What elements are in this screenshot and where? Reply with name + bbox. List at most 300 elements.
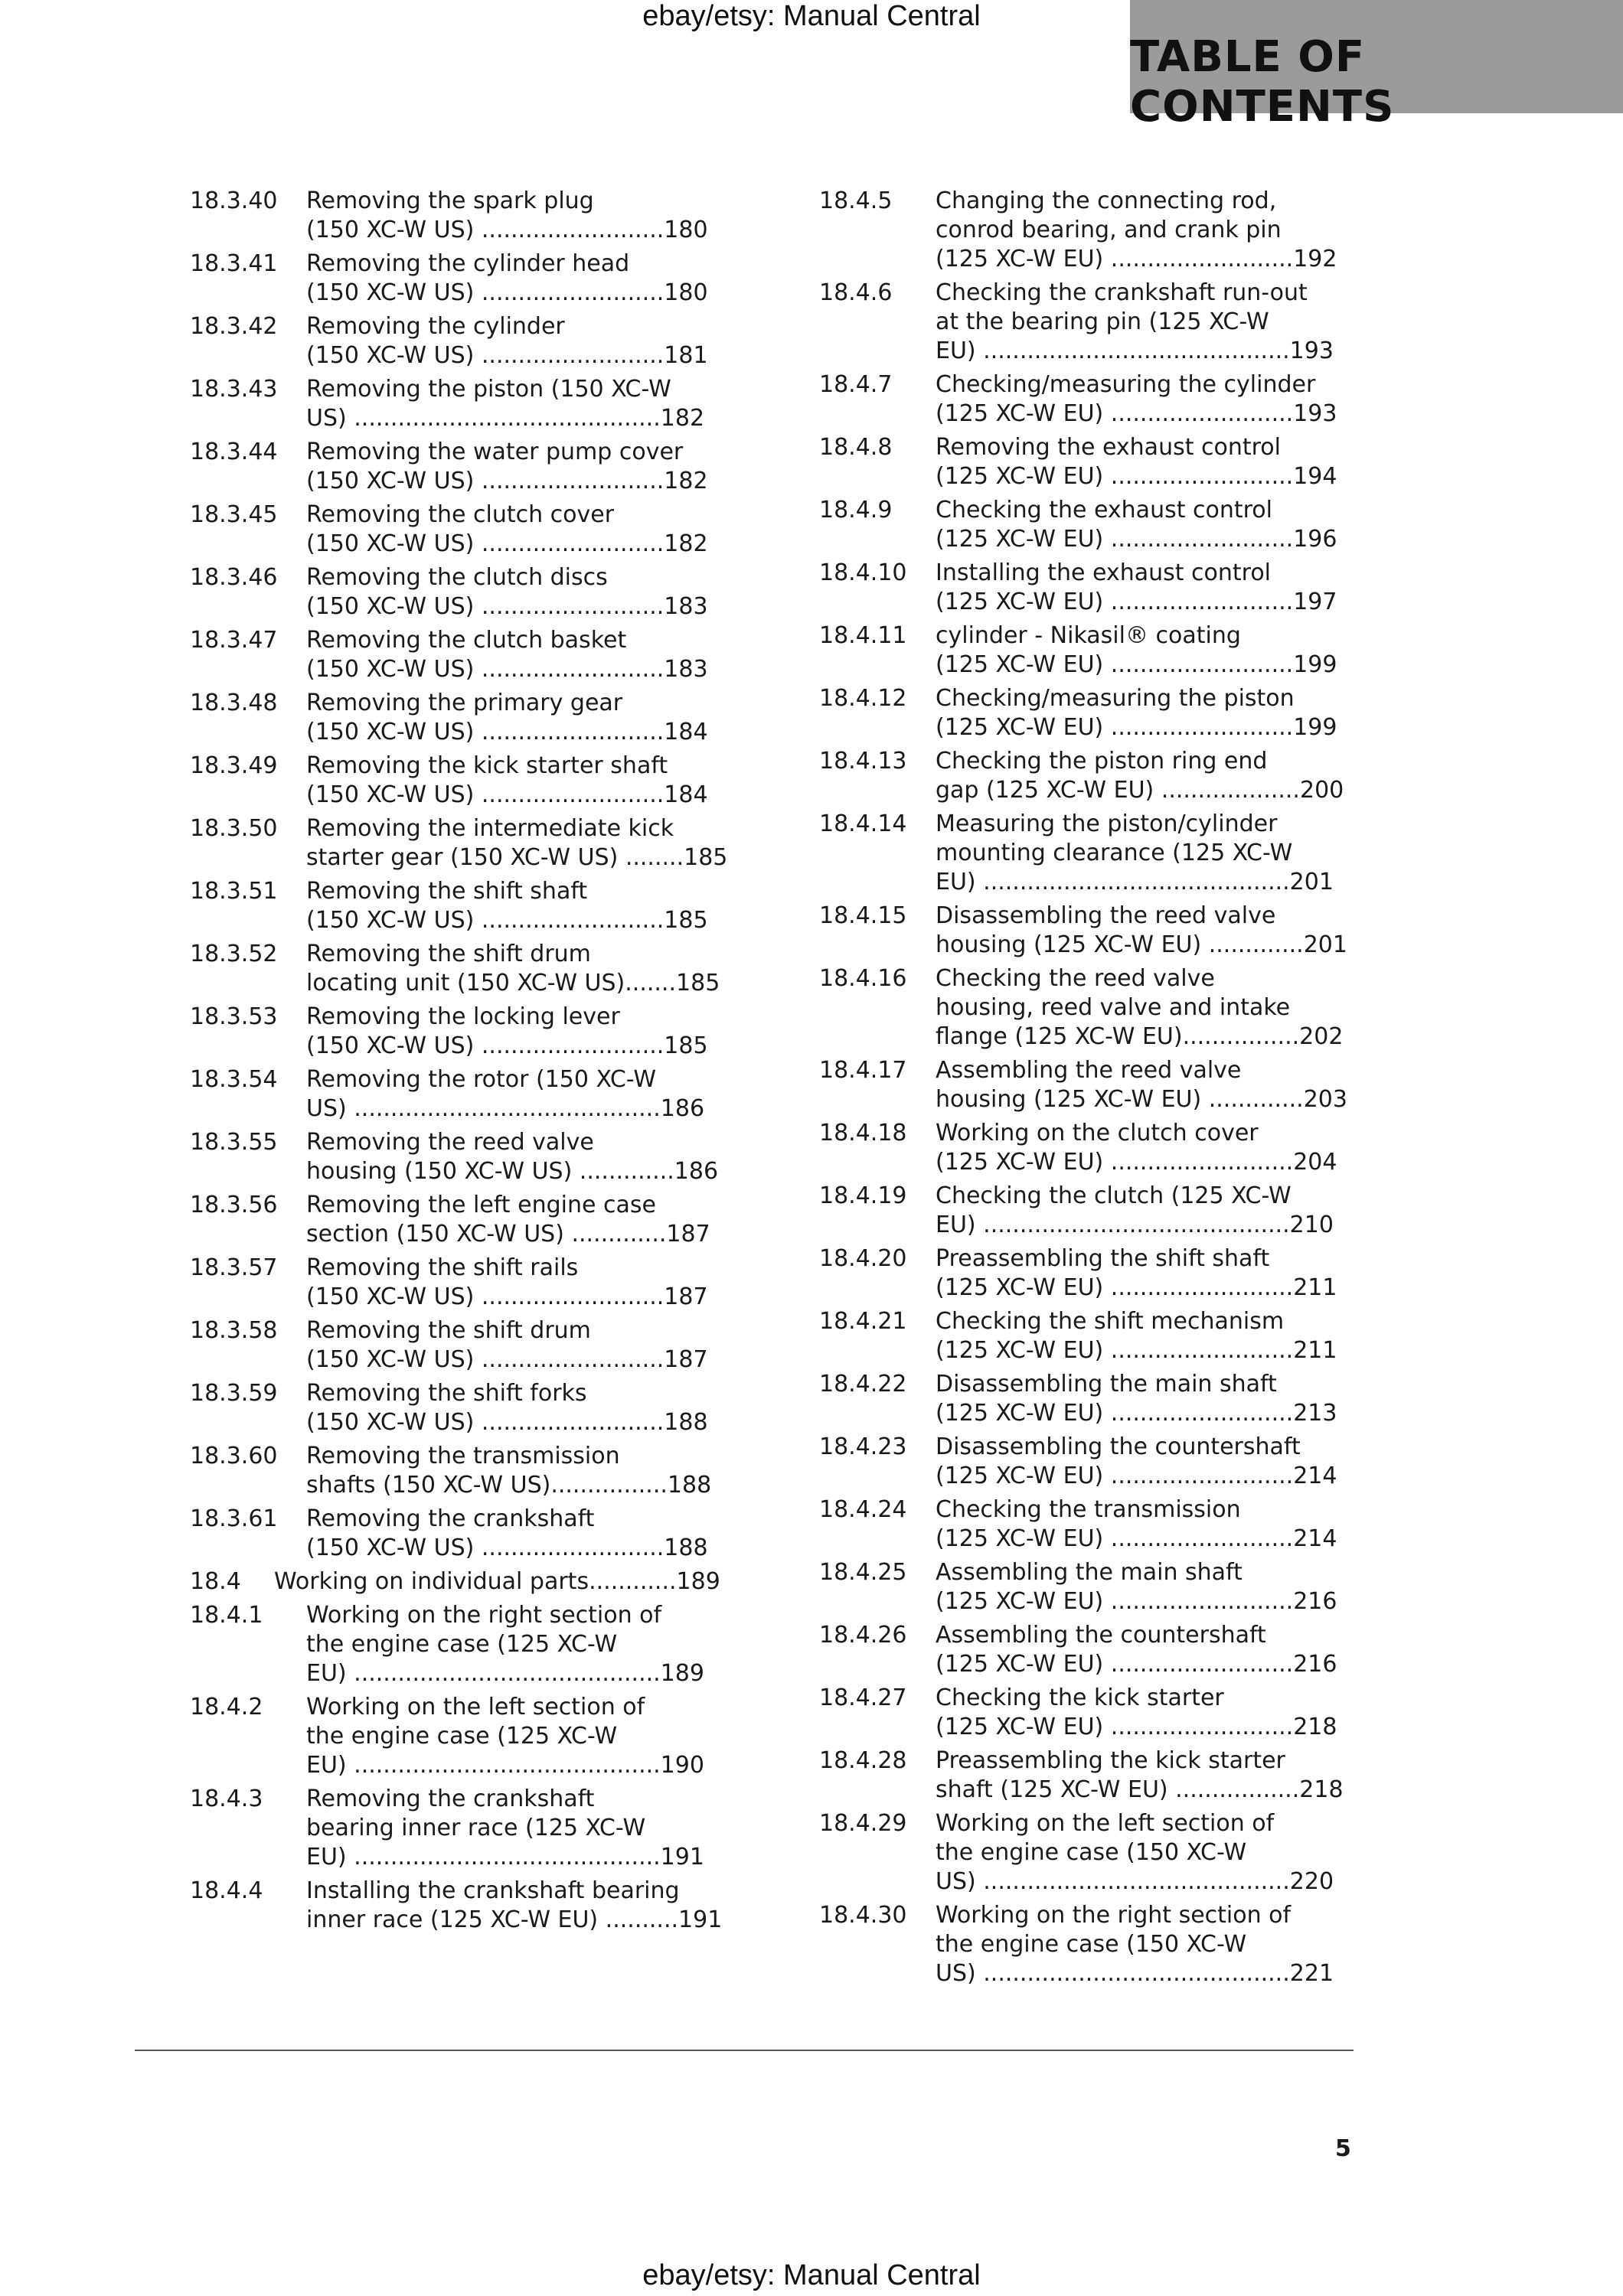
toc-entry[interactable] — [819, 621, 1355, 680]
toc-entry-title — [306, 814, 728, 872]
toc-entry-title-text: (125 XC-W EU) ......................... — [936, 400, 1294, 427]
toc-entry-title — [306, 501, 723, 559]
toc-entry-title-line — [936, 1587, 1355, 1616]
toc-entry-page: 221 — [1289, 1960, 1334, 1987]
toc-entry-page: 188 — [664, 1534, 708, 1561]
toc-entry-title-text: (125 XC-W EU) ......................... — [936, 1714, 1294, 1740]
toc-entry-title-line — [936, 1462, 1355, 1491]
toc-entry-number: 18.3.45 — [190, 501, 278, 528]
toc-entry-title-line: Measuring the piston/cylinder — [936, 810, 1278, 837]
toc-entry-page: 218 — [1299, 1776, 1344, 1803]
toc-entry-number: 18.4.6 — [819, 279, 893, 306]
toc-entry-title-text: (125 XC-W EU) ......................... — [936, 1525, 1294, 1552]
toc-entry-title-line: Checking the crankshaft run-out — [936, 279, 1308, 306]
toc-entry-title-line: at the bearing pin (125 XC-W — [936, 308, 1269, 335]
toc-entry-title-line: Removing the rotor (150 XC-W — [306, 1066, 657, 1093]
toc-entry-title — [936, 1307, 1355, 1365]
toc-entry-title-text: (150 XC-W US) ......................... — [306, 217, 665, 243]
toc-entry[interactable] — [190, 249, 723, 308]
toc-entry[interactable] — [190, 1693, 723, 1780]
toc-entry-title-line — [936, 776, 1355, 805]
toc-entry-title — [306, 1877, 723, 1935]
toc-entry-title-line — [306, 1345, 723, 1375]
toc-entry-number: 18.3.57 — [190, 1254, 278, 1281]
toc-entry-title — [306, 1379, 723, 1437]
toc-entry-title-line: Removing the cylinder — [306, 313, 565, 340]
toc-entry-number: 18.4.16 — [819, 965, 907, 992]
toc-entry-title-text: (125 XC-W EU) ......................... — [936, 589, 1294, 615]
toc-entry-page: 202 — [1299, 1023, 1344, 1050]
toc-entry[interactable] — [819, 964, 1355, 1052]
toc-entry-title-line — [936, 1650, 1355, 1679]
toc-entry-number: 18.4.12 — [819, 685, 907, 712]
toc-entry-title-line: Removing the kick starter shaft — [306, 752, 668, 779]
toc-entry-title — [306, 689, 723, 747]
toc-entry-page: 214 — [1293, 1463, 1337, 1489]
toc-entry-title-line: the engine case (150 XC-W — [936, 1839, 1247, 1866]
toc-entry-title-line — [936, 713, 1355, 742]
toc-entry-title-text: shafts (150 XC-W US)................ — [306, 1472, 668, 1499]
toc-entry[interactable] — [819, 1307, 1355, 1365]
toc-entry[interactable] — [819, 1056, 1355, 1114]
toc-entry-page: 183 — [664, 656, 708, 683]
toc-entry-page: 200 — [1299, 777, 1344, 804]
toc-entry-title-line — [936, 1022, 1355, 1052]
toc-entry-title-line — [306, 404, 723, 433]
toc-entry[interactable] — [190, 1379, 723, 1437]
toc-entry-title-line: Removing the crankshaft — [306, 1505, 595, 1532]
toc-entry-title-line — [306, 1534, 723, 1563]
toc-entry-title-line: Checking the clutch (125 XC-W — [936, 1182, 1292, 1209]
toc-entry-title — [306, 375, 723, 433]
toc-entry-title-line — [936, 1274, 1355, 1303]
toc-entry-page: 191 — [678, 1906, 723, 1933]
toc-entry-number: 18.4 — [190, 1568, 241, 1595]
toc-entry-number: 18.4.9 — [819, 497, 893, 523]
toc-entry-title-line: Removing the piston (150 XC-W — [306, 376, 671, 403]
toc-entry-title-line — [936, 1713, 1355, 1742]
toc-entry-title-line — [306, 592, 723, 621]
toc-entry-title-text: (125 XC-W EU) ......................... — [936, 1400, 1294, 1427]
toc-entry-title-line: Removing the cylinder head — [306, 250, 630, 277]
header-banner — [1130, 0, 1623, 132]
toc-entry-title-text: (150 XC-W US) ......................... — [306, 1534, 665, 1561]
toc-entry-title-line: Removing the locking lever — [306, 1003, 620, 1030]
toc-entry-number: 18.4.27 — [819, 1684, 907, 1711]
toc-entry-title-line: Removing the exhaust control — [936, 434, 1281, 461]
toc-entry-title — [936, 433, 1355, 491]
toc-entry-title-line: Working on the right section of — [936, 1902, 1292, 1929]
toc-entry-title-line — [306, 279, 723, 308]
toc-entry-number: 18.3.61 — [190, 1505, 278, 1532]
toc-entry-number: 18.4.19 — [819, 1182, 907, 1209]
toc-entry-title-text: (150 XC-W US) ......................... — [306, 468, 665, 494]
toc-entry-title-text: section (150 XC-W US) ............. — [306, 1221, 667, 1247]
toc-entry-title — [306, 1254, 723, 1312]
toc-entry[interactable] — [819, 1495, 1355, 1554]
toc-entry-title-line — [306, 530, 723, 559]
toc-entry-title-line: Working on the left section of — [936, 1810, 1275, 1837]
toc-entry[interactable] — [819, 1621, 1355, 1679]
toc-entry-title-line: mounting clearance (125 XC-W — [936, 840, 1293, 866]
toc-entry-title-line — [936, 1776, 1355, 1805]
toc-entry[interactable] — [190, 1601, 723, 1688]
toc-entry[interactable] — [190, 1567, 723, 1596]
toc-entry-page: 183 — [664, 593, 708, 620]
toc-entry-number: 18.3.58 — [190, 1317, 278, 1344]
toc-left-column — [190, 187, 728, 1939]
toc-entry-title-line — [306, 1408, 723, 1437]
toc-entry-number: 18.4.15 — [819, 902, 907, 929]
toc-entry-page: 182 — [660, 405, 705, 432]
toc-entry-title — [306, 187, 723, 245]
toc-entry-title-text: US) .......................................... — [936, 1868, 1290, 1895]
toc-entry-page: 184 — [664, 719, 708, 745]
toc-entry-title-line: Assembling the countershaft — [936, 1622, 1266, 1649]
toc-entry-page: 204 — [1293, 1149, 1337, 1176]
toc-entry[interactable] — [190, 1065, 723, 1124]
toc-entry-title — [936, 279, 1355, 366]
toc-entry[interactable] — [819, 370, 1355, 429]
toc-entry-number: 18.4.1 — [190, 1602, 263, 1629]
toc-entry-page: 182 — [664, 530, 708, 557]
toc-entry-title-line: Checking the shift mechanism — [936, 1308, 1285, 1335]
toc-entry-number: 18.3.51 — [190, 878, 278, 905]
toc-entry-page: 185 — [684, 844, 728, 871]
toc-entry-title — [936, 1370, 1355, 1428]
toc-entry[interactable] — [819, 1182, 1355, 1240]
toc-entry[interactable] — [819, 496, 1355, 554]
toc-entry-title — [306, 1693, 723, 1780]
toc-entry-title-line: Removing the shift drum — [306, 1317, 591, 1344]
toc-entry-number: 18.3.42 — [190, 313, 278, 340]
toc-right-column — [819, 187, 1355, 1993]
toc-entry-page: 216 — [1293, 1651, 1337, 1678]
toc-entry-number: 18.3.52 — [190, 941, 278, 967]
toc-entry[interactable] — [819, 1558, 1355, 1616]
toc-entry-title-text: (150 XC-W US) ......................... — [306, 656, 665, 683]
toc-entry-number: 18.3.54 — [190, 1066, 278, 1093]
footer-divider — [135, 2050, 1354, 2051]
toc-entry-page: 181 — [664, 342, 708, 369]
toc-entry-title-text: EU) .......................................... — [936, 869, 1290, 895]
toc-entry-page: 186 — [674, 1158, 719, 1185]
toc-entry-title-line: Removing the clutch basket — [306, 627, 627, 654]
toc-entry-title-line — [936, 525, 1355, 554]
toc-entry[interactable] — [190, 1128, 723, 1186]
toc-entry-page: 199 — [1293, 651, 1337, 678]
toc-entry[interactable] — [190, 1003, 723, 1061]
toc-entry-page: 187 — [666, 1221, 710, 1247]
toc-entry-title-line — [306, 1157, 723, 1186]
toc-entry-page: 210 — [1289, 1212, 1334, 1238]
toc-entry[interactable] — [190, 501, 723, 559]
toc-entry-number: 18.3.60 — [190, 1443, 278, 1469]
toc-entry-page: 203 — [1303, 1086, 1347, 1113]
toc-entry-title-line: Removing the clutch cover — [306, 501, 615, 528]
toc-entry-title — [306, 312, 723, 370]
toc-entry-title — [306, 1505, 723, 1563]
toc-entry-title-line — [936, 1211, 1355, 1240]
toc-entry-title — [936, 810, 1355, 897]
toc-entry-title — [306, 626, 723, 684]
toc-entry-title-text: shaft (125 XC-W EU) ................. — [936, 1776, 1300, 1803]
toc-entry-title — [936, 747, 1355, 805]
toc-entry-page: 201 — [1303, 931, 1347, 958]
toc-entry-title-text: (125 XC-W EU) ......................... — [936, 1651, 1294, 1678]
toc-entry-title-line: the engine case (125 XC-W — [306, 1723, 618, 1750]
toc-entry[interactable] — [190, 312, 723, 370]
toc-entry[interactable] — [819, 1901, 1355, 1988]
toc-entry-number: 18.3.48 — [190, 690, 278, 716]
toc-entry-page: 197 — [1293, 589, 1337, 615]
toc-entry-title-text: US) .......................................... — [936, 1960, 1290, 1987]
toc-entry-title-text: EU) .......................................... — [306, 1752, 661, 1779]
toc-entry-number: 18.4.5 — [819, 188, 893, 214]
toc-entry-page: 213 — [1293, 1400, 1337, 1427]
toc-entry-title — [306, 752, 723, 810]
toc-entry-title-line — [936, 588, 1355, 617]
toc-entry[interactable] — [190, 375, 723, 433]
toc-entry-title-line: Checking the kick starter — [936, 1684, 1224, 1711]
toc-entry-title-line — [936, 1525, 1355, 1554]
toc-entry-title — [936, 1621, 1355, 1679]
toc-entry-title — [306, 1442, 723, 1500]
toc-entry-title-line — [936, 1148, 1355, 1177]
toc-entry-title — [936, 559, 1355, 617]
toc-entry-number: 18.4.21 — [819, 1308, 907, 1335]
toc-entry-title — [936, 1558, 1355, 1616]
toc-entry-page: 211 — [1293, 1274, 1337, 1301]
toc-entry-title-line — [936, 1959, 1355, 1988]
toc-entry-title-text: (125 XC-W EU) ......................... — [936, 651, 1294, 678]
toc-entry-title-line: Disassembling the countershaft — [936, 1433, 1301, 1460]
toc-entry-title-line — [306, 906, 723, 935]
toc-entry-title-text: (150 XC-W US) ......................... — [306, 1409, 665, 1436]
toc-entry-number: 18.3.49 — [190, 752, 278, 779]
toc-entry-title-line — [936, 1085, 1355, 1114]
toc-entry[interactable] — [190, 689, 723, 747]
toc-entry-title-line: Checking/measuring the cylinder — [936, 371, 1316, 398]
toc-entry[interactable] — [819, 1746, 1355, 1805]
toc-entry-title-line: Checking/measuring the piston — [936, 685, 1295, 712]
toc-entry[interactable] — [190, 814, 728, 872]
toc-entry-title-line: Removing the crankshaft — [306, 1786, 595, 1812]
toc-entry-number: 18.3.40 — [190, 188, 278, 214]
toc-entry-title-text: (125 XC-W EU) ......................... — [936, 526, 1294, 553]
toc-entry-title-line: Working on the right section of — [306, 1602, 662, 1629]
toc-entry-number: 18.4.20 — [819, 1245, 907, 1272]
toc-entry-title-line — [306, 1751, 723, 1780]
toc-entry[interactable] — [190, 1442, 723, 1500]
toc-entry[interactable] — [190, 187, 723, 245]
toc-entry-title-text: inner race (125 XC-W EU) .......... — [306, 1906, 679, 1933]
toc-entry-title-text: gap (125 XC-W EU) ................... — [936, 777, 1300, 804]
toc-entry-title-line — [306, 718, 723, 747]
toc-entry-number: 18.3.41 — [190, 250, 278, 277]
toc-entry-number: 18.3.53 — [190, 1003, 278, 1030]
toc-entry-page: 199 — [1293, 714, 1337, 741]
toc-entry-title-line: Removing the shift drum — [306, 941, 591, 967]
toc-entry-number: 18.3.55 — [190, 1129, 278, 1156]
toc-entry-page: 187 — [664, 1283, 708, 1310]
toc-entry-page: 188 — [667, 1472, 712, 1499]
toc-entry[interactable] — [819, 433, 1355, 491]
toc-entry-title-line: Checking the reed valve — [936, 965, 1215, 992]
toc-entry[interactable] — [190, 1191, 723, 1249]
toc-entry-page: 214 — [1293, 1525, 1337, 1552]
toc-entry-title-line — [306, 467, 723, 496]
toc-entry-title — [936, 187, 1355, 274]
toc-entry[interactable] — [819, 1119, 1355, 1177]
toc-entry-title-text: (125 XC-W EU) ......................... — [936, 1588, 1294, 1615]
toc-entry-title — [936, 684, 1355, 742]
toc-entry-title-line — [936, 1867, 1355, 1896]
toc-entry-title-line: Removing the clutch discs — [306, 564, 608, 591]
toc-entry-title-line: Removing the left engine case — [306, 1192, 656, 1218]
toc-entry-title-line: Preassembling the kick starter — [936, 1747, 1285, 1774]
toc-entry-page: 216 — [1293, 1588, 1337, 1615]
toc-entry-page: 189 — [676, 1568, 720, 1595]
toc-entry-title — [936, 370, 1355, 429]
toc-entry-title-line — [306, 1843, 723, 1872]
toc-entry-title-line: conrod bearing, and crank pin — [936, 217, 1282, 243]
toc-entry[interactable] — [819, 1684, 1355, 1742]
toc-entry-number: 18.4.4 — [190, 1877, 263, 1904]
toc-entry-page: 185 — [676, 970, 720, 996]
toc-entry-title-text: (150 XC-W US) ......................... — [306, 593, 665, 620]
toc-entry-title — [306, 1601, 723, 1688]
toc-entry-title-line — [936, 1399, 1355, 1428]
toc-entry-title-line — [936, 931, 1355, 960]
toc-entry-title — [306, 1191, 723, 1249]
toc-entry-title-line — [306, 1659, 723, 1688]
toc-entry-title-text: flange (125 XC-W EU)................ — [936, 1023, 1300, 1050]
toc-entry-title-line: Removing the reed valve — [306, 1129, 594, 1156]
toc-entry-page: 218 — [1293, 1714, 1337, 1740]
toc-entry-title-text: EU) .......................................... — [936, 338, 1290, 364]
toc-entry-title-line — [306, 781, 723, 810]
toc-entry-title-text: Working on individual parts............ — [274, 1568, 677, 1595]
toc-entry-title — [306, 877, 723, 935]
toc-entry-number: 18.4.23 — [819, 1433, 907, 1460]
toc-entry-title-line — [306, 655, 723, 684]
toc-entry-number: 18.3.47 — [190, 627, 278, 654]
toc-entry-title — [306, 1065, 723, 1124]
toc-entry-number: 18.4.22 — [819, 1371, 907, 1397]
toc-entry-title-line: Checking the piston ring end — [936, 748, 1268, 775]
toc-entry-page: 220 — [1289, 1868, 1334, 1895]
toc-entry[interactable] — [819, 684, 1355, 742]
toc-entry-number: 18.3.56 — [190, 1192, 278, 1218]
toc-entry[interactable] — [819, 559, 1355, 617]
toc-entry[interactable] — [190, 1254, 723, 1312]
toc-entry[interactable] — [190, 1505, 723, 1563]
toc-entry-title-line — [306, 1283, 723, 1312]
toc-entry-number: 18.3.59 — [190, 1380, 278, 1407]
toc-entry-title — [936, 1182, 1355, 1240]
toc-entry-title-line — [306, 1220, 723, 1249]
toc-entry[interactable] — [819, 187, 1355, 274]
toc-entry-title — [936, 1684, 1355, 1742]
toc-entry-title-text: (125 XC-W EU) ......................... — [936, 1149, 1294, 1176]
toc-entry[interactable] — [819, 1809, 1355, 1896]
toc-entry[interactable] — [190, 1877, 723, 1935]
toc-entry[interactable] — [190, 626, 723, 684]
toc-entry-title-text: EU) .......................................... — [306, 1660, 661, 1687]
toc-entry-number: 18.3.43 — [190, 376, 278, 403]
toc-entry[interactable] — [190, 438, 723, 496]
toc-entry-title-text: (125 XC-W EU) ......................... — [936, 1463, 1294, 1489]
toc-entry-title-text: EU) .......................................... — [306, 1844, 661, 1870]
toc-entry[interactable] — [819, 1370, 1355, 1428]
toc-entry-number: 18.4.24 — [819, 1496, 907, 1523]
toc-entry-page: 187 — [664, 1346, 708, 1373]
toc-entry-title-text: (150 XC-W US) ......................... — [306, 1032, 665, 1059]
toc-entry[interactable] — [190, 563, 723, 621]
toc-entry-title-text: US) .......................................... — [306, 405, 661, 432]
toc-entry-title-line: Installing the exhaust control — [936, 559, 1272, 586]
watermark-top: ebay/etsy: Manual Central — [642, 0, 981, 32]
toc-entry[interactable] — [190, 940, 723, 998]
toc-entry-title-line: Removing the shift shaft — [306, 878, 588, 905]
toc-entry-page: 186 — [660, 1095, 705, 1122]
toc-entry[interactable] — [819, 1433, 1355, 1491]
toc-entry-title-text: (150 XC-W US) ......................... — [306, 781, 665, 808]
toc-entry-title-line: Preassembling the shift shaft — [936, 1245, 1270, 1272]
toc-entry-title — [936, 1901, 1355, 1988]
toc-entry-title-line: Changing the connecting rod, — [936, 188, 1277, 214]
toc-entry-page: 192 — [1293, 246, 1337, 272]
toc-entry-title-line: Assembling the reed valve — [936, 1057, 1242, 1084]
toc-entry[interactable] — [190, 1785, 723, 1872]
toc-entry-title-line: Disassembling the main shaft — [936, 1371, 1277, 1397]
toc-entry-title — [306, 249, 723, 308]
toc-entry-title-line: Removing the water pump cover — [306, 439, 684, 465]
toc-entry-title-line: Removing the shift forks — [306, 1380, 587, 1407]
toc-entry-title-line: housing, reed valve and intake — [936, 994, 1291, 1021]
toc-entry-title-text: EU) .......................................... — [936, 1212, 1290, 1238]
toc-entry[interactable] — [190, 877, 723, 935]
toc-entry-title-line — [306, 1032, 723, 1061]
toc-entry-title-line: Installing the crankshaft bearing — [306, 1877, 680, 1904]
toc-entry-title-line — [306, 216, 723, 245]
toc-entry[interactable] — [190, 1316, 723, 1375]
toc-entry-title-line: Assembling the main shaft — [936, 1559, 1243, 1586]
toc-entry-title — [306, 1003, 723, 1061]
toc-entry-title — [936, 964, 1355, 1052]
toc-entry-title-line — [936, 462, 1355, 491]
toc-entry[interactable] — [819, 810, 1355, 897]
toc-entry[interactable] — [819, 747, 1355, 805]
toc-entry-number: 18.4.14 — [819, 810, 907, 837]
toc-entry-title — [936, 1244, 1355, 1303]
toc-entry-title-line: Removing the transmission — [306, 1443, 620, 1469]
toc-entry[interactable] — [819, 1244, 1355, 1303]
toc-entry-number: 18.3.44 — [190, 439, 278, 465]
toc-entry[interactable] — [190, 752, 723, 810]
toc-entry-title-text: (150 XC-W US) ......................... — [306, 1283, 665, 1310]
toc-entry-title — [306, 1128, 723, 1186]
toc-entry-title-line: Checking the transmission — [936, 1496, 1241, 1523]
toc-entry-title-text: (125 XC-W EU) ......................... — [936, 1337, 1294, 1364]
toc-entry[interactable] — [819, 902, 1355, 960]
toc-entry-title-line: the engine case (125 XC-W — [306, 1631, 618, 1658]
toc-entry[interactable] — [819, 279, 1355, 366]
toc-entry-number: 18.4.13 — [819, 748, 907, 775]
toc-entry-title — [936, 621, 1355, 680]
toc-entry-number: 18.4.18 — [819, 1120, 907, 1146]
